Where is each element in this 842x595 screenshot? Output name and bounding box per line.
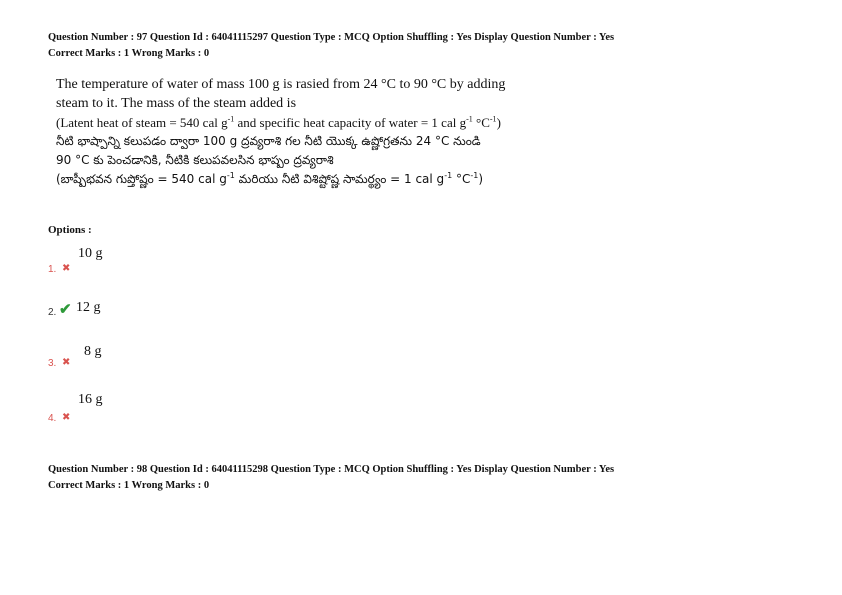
check-icon: ✔ (59, 302, 72, 318)
te-latent-mid: మరియు నీటి విశిష్టోష్ణ సామర్థ్యం = 1 cal g (234, 172, 445, 186)
latent-close: ) (496, 115, 501, 130)
latent-sup3: -1 (489, 114, 497, 124)
cross-icon: ✖ (62, 412, 71, 423)
question-line-te-1: నీటి భాష్పాన్ని కలుపడం ద్వారా 100 g ద్రవ్యరాశి గల నీటి యొక్క ఉష్ణోగ్రతను 24 °C నుండి (56, 134, 481, 148)
q98-header-line2: Correct Marks : 1 Wrong Marks : 0 (48, 480, 210, 491)
option-number: 4. (48, 413, 57, 424)
te-latent-degC: °C (452, 172, 471, 186)
latent-open: (Latent heat of steam = 540 cal g (56, 115, 228, 130)
q97-question-text (56, 75, 616, 189)
q97-header (48, 30, 614, 62)
cross-icon: ✖ (62, 357, 71, 368)
te-latent-sup1: -1 (226, 171, 235, 180)
question-line-en-2: steam to it. The mass of the steam added is (56, 96, 297, 111)
te-latent-close: ) (478, 172, 484, 186)
q97-header-line1: Question Number : 97 Question Id : 64041115297 Question Type : MCQ Option Shuffling : Yes Display Question Number : Yes (48, 32, 615, 43)
option-value: 12 g (76, 300, 101, 315)
option-value: 8 g (84, 344, 102, 359)
q98-header-line1: Question Number : 98 Question Id : 64041115298 Question Type : MCQ Option Shuffling : Yes Display Question Number : Yes (48, 464, 615, 475)
option-number: 3. (48, 358, 57, 369)
te-latent-open: (బాష్పీభవన గుప్తోష్ణం = 540 cal g (56, 172, 227, 186)
q98-header (48, 462, 614, 494)
question-line-en-1: The temperature of water of mass 100 g is rasied from 24 °C to 90 °C by adding (56, 77, 506, 92)
te-latent-sup2: -1 (444, 171, 453, 180)
question-latent-heat-en (56, 113, 616, 132)
option-number: 2. (48, 307, 57, 318)
te-latent-sup3: -1 (470, 171, 479, 180)
question-line-te-2: 90 °C కు పెంచడానికి, నీటికి కలుపవలసిన భాష్పం ద్రవ్యరాశి (56, 153, 334, 167)
latent-mid: and specific heat capacity of water = 1 cal g (234, 115, 467, 130)
latent-degC: °C (472, 115, 490, 130)
question-latent-heat-te (56, 170, 616, 189)
cross-icon: ✖ (62, 263, 71, 274)
option-number: 1. (48, 264, 57, 275)
option-value: 16 g (78, 392, 103, 407)
q97-header-line2: Correct Marks : 1 Wrong Marks : 0 (48, 48, 210, 59)
latent-sup1: -1 (227, 114, 235, 124)
latent-sup2: -1 (466, 114, 473, 124)
options-label: Options : (48, 224, 92, 236)
option-value: 10 g (78, 246, 103, 261)
